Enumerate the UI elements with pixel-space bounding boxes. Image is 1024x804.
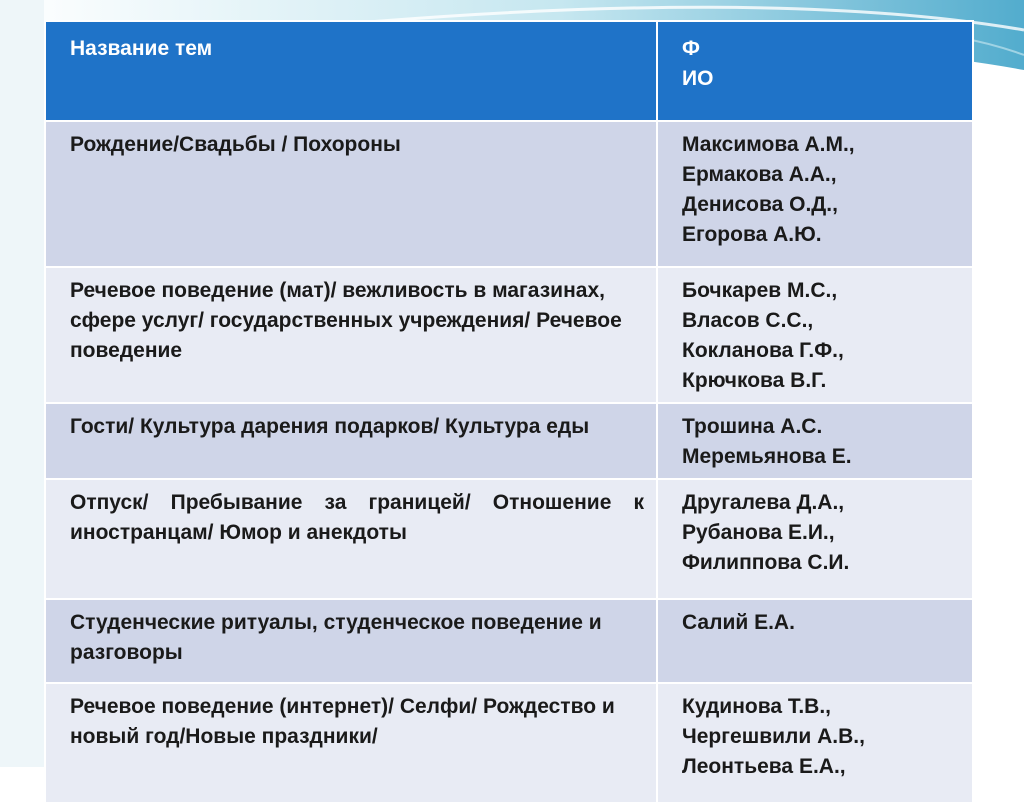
student-name: Другалева Д.А., [682,491,845,514]
topics-table-container [44,20,972,804]
names-cell [657,479,973,599]
table-row [45,599,973,683]
topics-table [44,20,974,804]
student-name: Крючкова В.Г. [682,369,827,392]
table-row [45,683,973,803]
student-name: Филиппова С.И. [682,551,850,574]
student-name: Ермакова А.А., [682,163,837,186]
student-name: Рубанова Е.И., [682,521,835,544]
header-fio [657,21,973,121]
table-header-row [45,21,973,121]
student-name: Власов С.С., [682,309,814,332]
table-row [45,121,973,267]
table-row [45,403,973,479]
student-name: Меремьянова Е. [682,445,852,468]
student-name: Максимова А.М., [682,133,855,156]
topic-cell: Речевое поведение (мат)/ вежливость в магазинах, сфере услуг/ государственных учреждения/ Речевое поведение [45,267,657,403]
topic-cell: Отпуск/ Пребывание за границей/ Отношение к иностранцам/ Юмор и анекдоты [45,479,657,599]
student-name: Денисова О.Д., [682,193,838,216]
student-name: Салий Е.А. [682,611,795,634]
topic-cell: Рождение/Свадьбы / Похороны [45,121,657,267]
student-name: Чергешвили А.В., [682,725,865,748]
names-cell [657,121,973,267]
table-row [45,267,973,403]
topic-cell: Гости/ Культура дарения подарков/ Культура еды [45,403,657,479]
names-cell [657,599,973,683]
header-topics-label: Название тем [70,37,213,60]
topic-cell: Речевое поведение (интернет)/ Селфи/ Рождество и новый год/Новые праздники/ [45,683,657,803]
header-fio-line2: ИО [682,67,714,90]
student-name: Кудинова Т.В., [682,695,831,718]
names-cell [657,403,973,479]
left-edge-shade [0,0,44,767]
topic-cell: Студенческие ритуалы, студенческое поведение и разговоры [45,599,657,683]
names-cell [657,267,973,403]
student-name: Бочкарев М.С., [682,279,838,302]
student-name: Леонтьева Е.А., [682,755,846,778]
student-name: Кокланова Г.Ф., [682,339,844,362]
names-cell [657,683,973,803]
header-fio-line1: Ф [682,37,700,60]
student-name: Егорова А.Ю. [682,223,822,246]
table-row [45,479,973,599]
student-name: Трошина А.С. [682,415,823,438]
header-topics [45,21,657,121]
